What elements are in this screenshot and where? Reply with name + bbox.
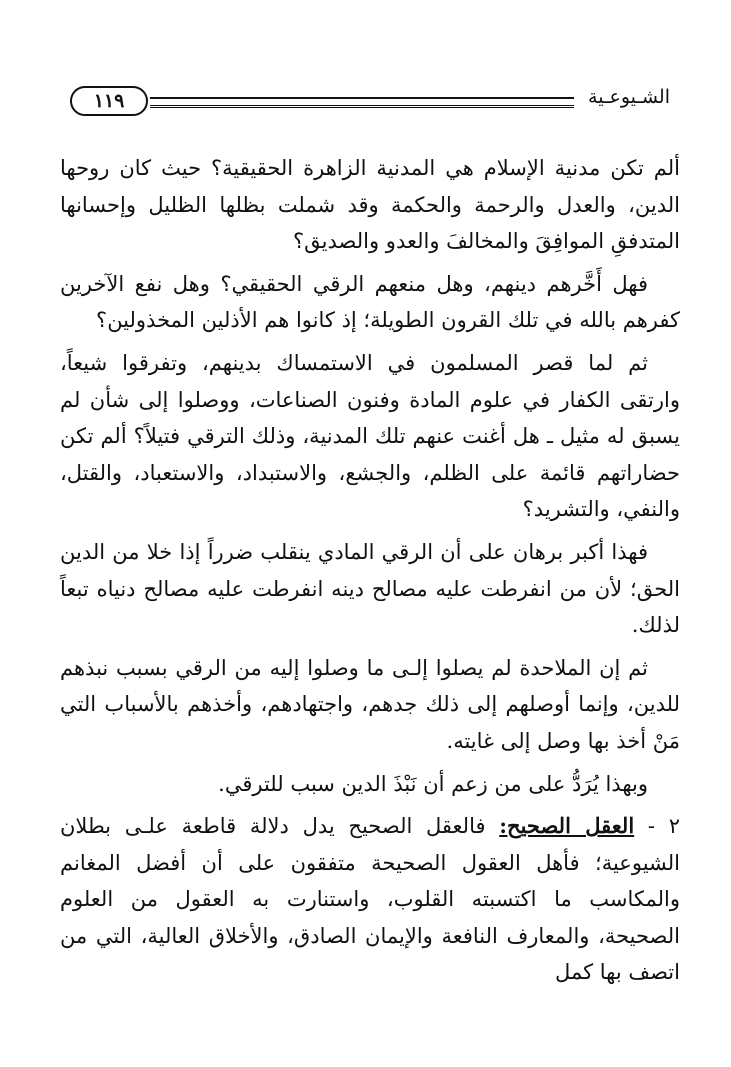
section-heading: العقل الصحيح: bbox=[499, 813, 635, 839]
paragraph: وبهذا يُرَدُّ على من زعم أن نَبْذَ الدين سبب للترقي. bbox=[218, 771, 648, 796]
paragraph: ثم لما قصر المسلمون في الاستمساك بدينهم، وتفرقوا شيعاً، وارتقى الكفار في علوم المادة وفنون الصناعات، ووصلوا إلى شأن لم يسبق له مثيل ـ هل أغنت عنهم تلك المدنية، وذلك الترقي فتيلاً؟ ألم تكن حضاراتهم قائمة على الظلم، والجشع، والاستبداد، والاستعباد، والقتل، والنفي، والتشريد؟ bbox=[60, 350, 680, 522]
page-header bbox=[70, 82, 670, 122]
page-body bbox=[60, 150, 680, 991]
paragraph: فهذا أكبر برهان على أن الرقي المادي ينقلب ضرراً إذا خلا من الدين الحق؛ لأن من انفرطت عليه مصالح دينه انفرطت عليه مصالح دنياه تبعاً لذلك. bbox=[60, 539, 680, 638]
header-rule-thin bbox=[150, 107, 574, 108]
page-number: ١١٩ bbox=[70, 86, 148, 116]
section-paragraph bbox=[60, 808, 680, 991]
header-rule bbox=[150, 97, 574, 106]
running-title: الشـيوعـية bbox=[588, 86, 670, 108]
paragraph: فهل أَخَّرهم دينهم، وهل منعهم الرقي الحقيقي؟ وهل نفع الآخرين كفرهم بالله في تلك القرون الطويلة؛ إذ كانوا هم الأذلين المخذولين؟ bbox=[60, 271, 680, 333]
paragraph: ألم تكن مدنية الإسلام هي المدنية الزاهرة الحقيقية؟ حيث كان روحها الدين، والعدل والرحمة والحكمة وقد شملت بظلها الظليل وإحسانها المتدفقِ الموافِقَ والمخالفَ والعدو والصديق؟ bbox=[60, 156, 680, 254]
paragraph: ثم إن الملاحدة لم يصلوا إلـى ما وصلوا إليه من الرقي بسبب نبذهم للدين، وإنما أوصلهم إلى ذلك جدهم، واجتهادهم، وأخذهم بالأسباب التي مَنْ أخذ بها وصل إلى غايته. bbox=[60, 655, 680, 753]
section-number: ٢ - bbox=[647, 814, 681, 839]
section-text: فالعقل الصحيح يدل دلالة قاطعة علـى بطلان الشيوعية؛ فأهل العقول الصحيحة متفقون على أن أفضل المغانم والمكاسب ما اكتسبته القلوب، واستنارت به العقول من العلوم الصحيحة، والمعارف النافعة والإيمان الصادق، والأخلاق العالية، التي من اتصف بها كمل bbox=[60, 814, 680, 985]
